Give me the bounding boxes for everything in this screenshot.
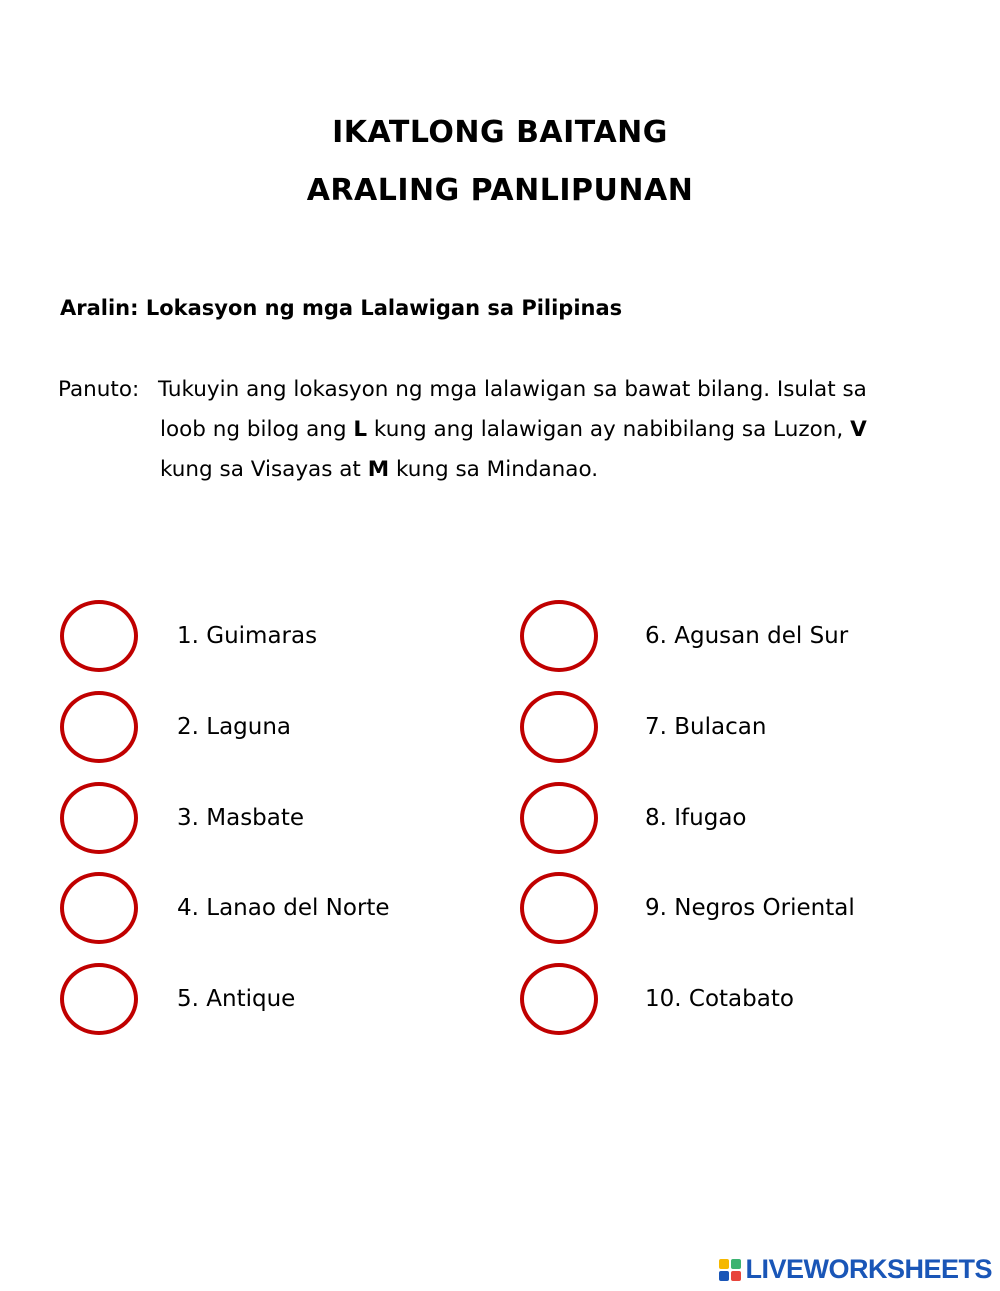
- answer-circle-5[interactable]: [60, 963, 138, 1035]
- list-item: [520, 687, 767, 767]
- list-item: [60, 868, 390, 948]
- letter-v: V: [850, 417, 867, 442]
- item-label: 8. Ifugao: [645, 805, 747, 831]
- answer-circle-2[interactable]: [60, 691, 138, 763]
- liveworksheets-brand[interactable]: [719, 1254, 992, 1285]
- answer-circle-7[interactable]: [520, 691, 598, 763]
- brand-text: LIVEWORKSHEETS: [745, 1254, 992, 1284]
- instructions-line-1: Tukuyin ang lokasyon ng mga lalawigan sa bawat bilang. Isulat sa: [158, 377, 867, 402]
- lesson-title: Aralin: Lokasyon ng mga Lalawigan sa Pilipinas: [60, 296, 623, 320]
- answer-circle-4[interactable]: [60, 872, 138, 944]
- item-label: 10. Cotabato: [645, 986, 794, 1012]
- answer-circle-9[interactable]: [520, 872, 598, 944]
- letter-m: M: [367, 457, 390, 482]
- list-item: [520, 596, 849, 676]
- grade-title: IKATLONG BAITANG: [332, 115, 668, 150]
- item-label: 1. Guimaras: [177, 623, 318, 649]
- item-label: 9. Negros Oriental: [645, 895, 855, 921]
- item-label: 2. Laguna: [177, 714, 292, 740]
- letter-l: L: [353, 417, 368, 442]
- item-label: 6. Agusan del Sur: [645, 623, 849, 649]
- list-item: [60, 687, 292, 767]
- instructions-line-3: kung sa Visayas at M kung sa Mindanao.: [160, 457, 599, 482]
- liveworksheets-logo-icon: [719, 1259, 741, 1281]
- answer-circle-10[interactable]: [520, 963, 598, 1035]
- worksheet-title: [0, 104, 1000, 220]
- item-label: 3. Masbate: [177, 805, 305, 831]
- item-label: 7. Bulacan: [645, 714, 767, 740]
- instructions-label: Panuto:: [58, 377, 140, 402]
- answer-circle-3[interactable]: [60, 782, 138, 854]
- list-item: [60, 596, 318, 676]
- answer-circle-6[interactable]: [520, 600, 598, 672]
- answer-circle-1[interactable]: [60, 600, 138, 672]
- item-label: 5. Antique: [177, 986, 296, 1012]
- subject-title: ARALING PANLIPUNAN: [306, 173, 694, 208]
- item-label: 4. Lanao del Norte: [177, 895, 390, 921]
- instructions-line-2: loob ng bilog ang L kung ang lalawigan ay nabibilang sa Luzon, V: [160, 417, 867, 442]
- list-item: [520, 778, 747, 858]
- instructions: [58, 370, 958, 490]
- list-item: [520, 868, 855, 948]
- list-item: [520, 959, 794, 1039]
- list-item: [60, 778, 305, 858]
- answer-circle-8[interactable]: [520, 782, 598, 854]
- list-item: [60, 959, 296, 1039]
